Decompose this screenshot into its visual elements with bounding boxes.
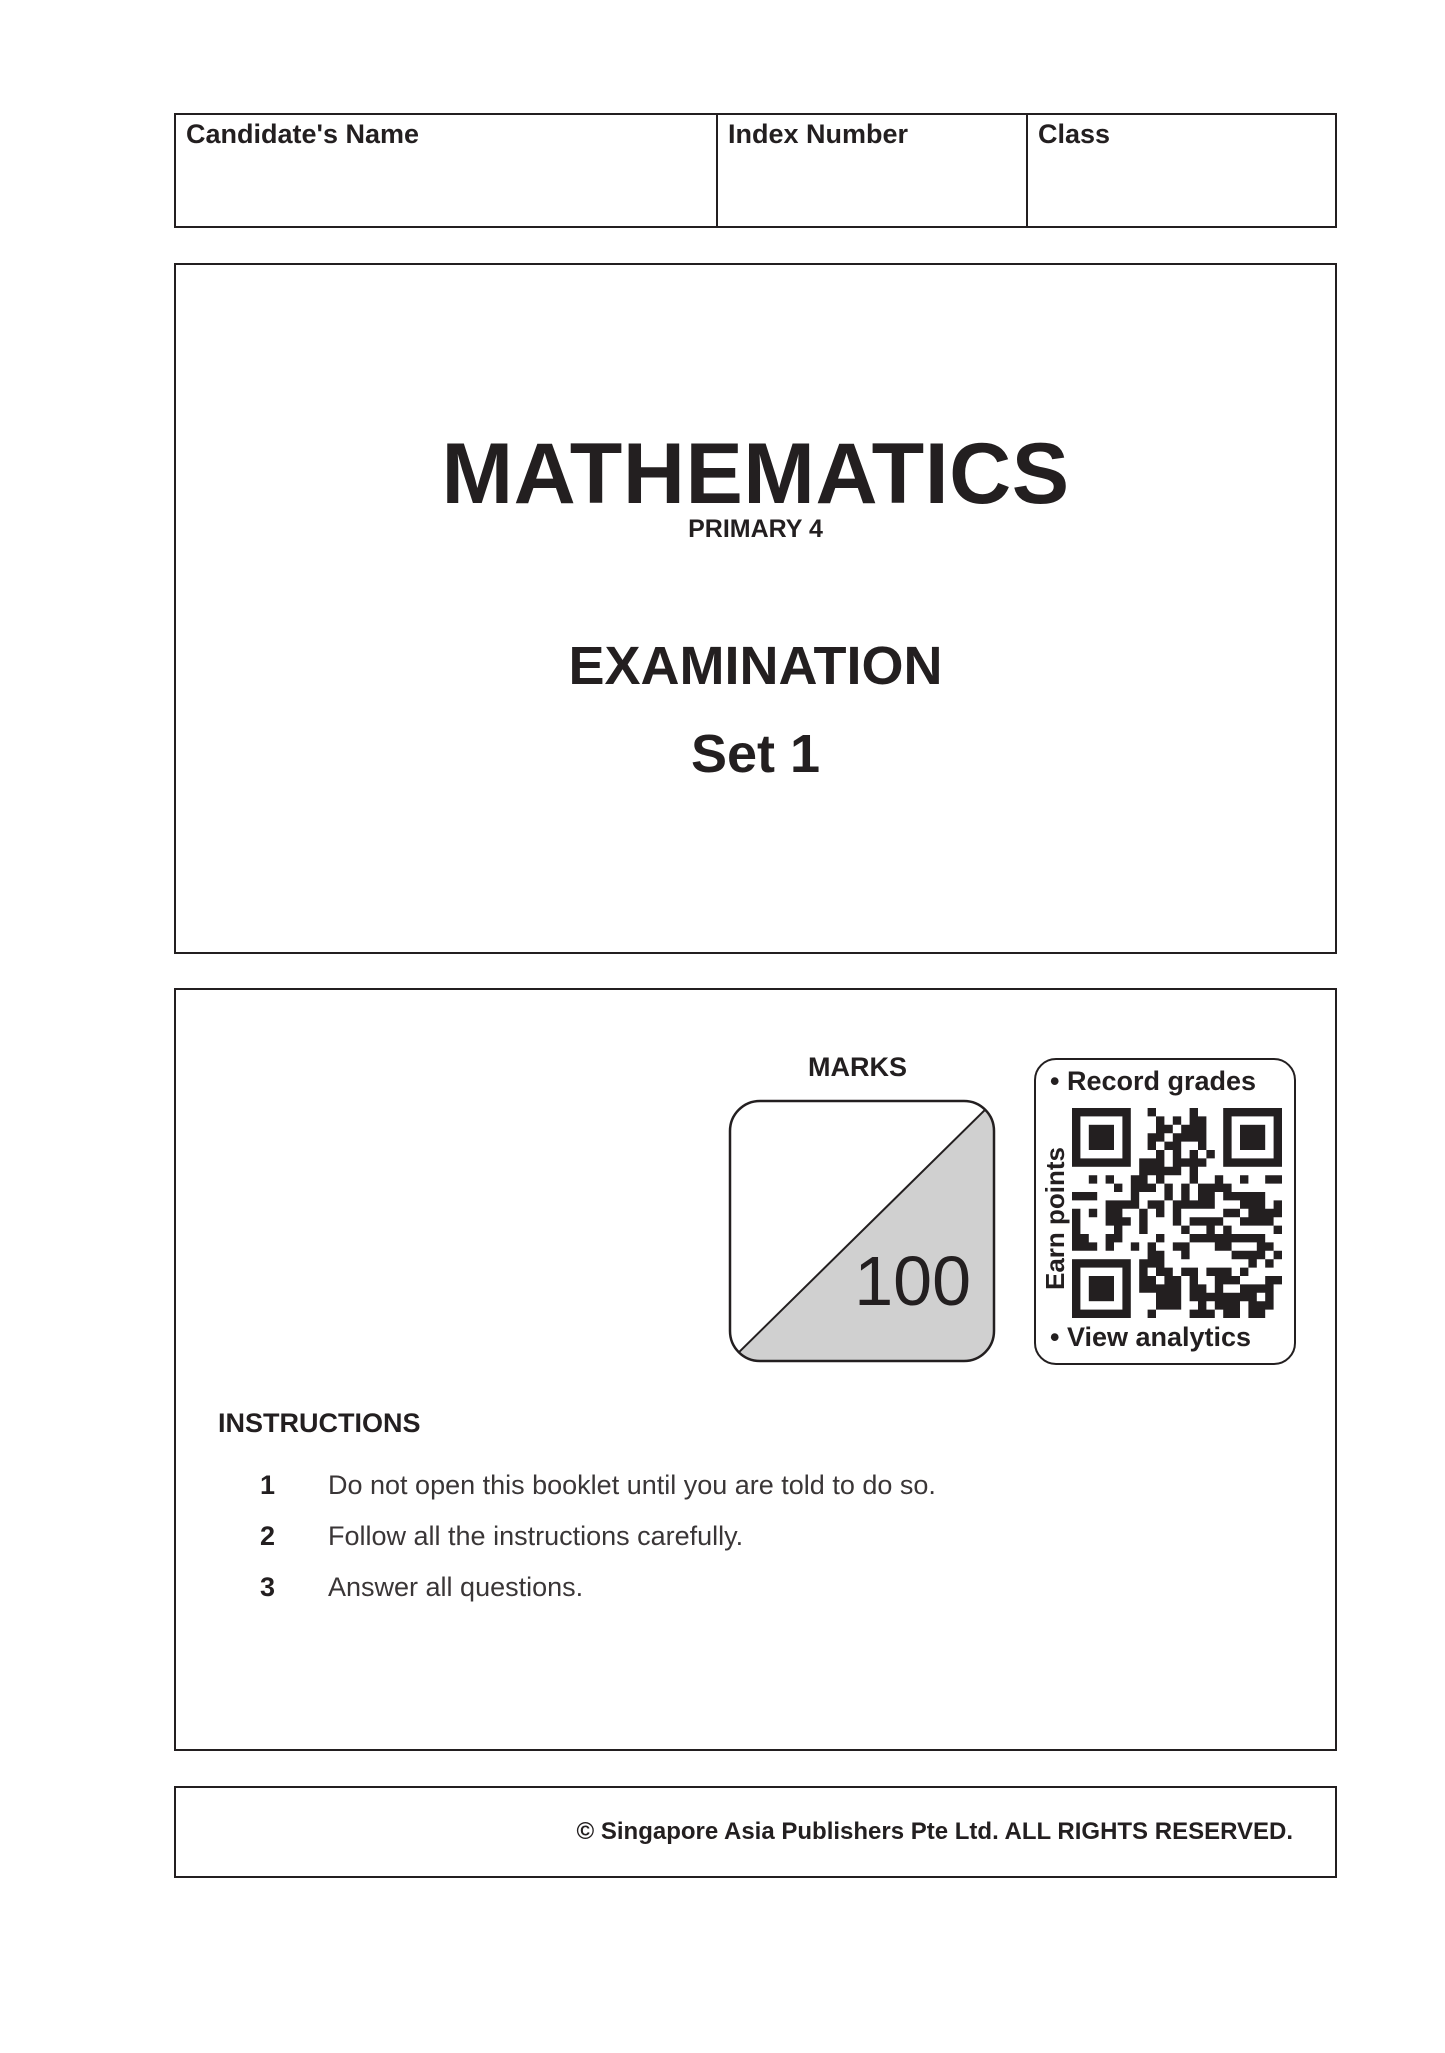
exam-title: EXAMINATION [568,636,943,696]
qr-side-text: Earn points [1040,1146,1070,1290]
list-item [260,1460,936,1511]
list-item [260,1511,936,1562]
index-number-field[interactable] [718,115,1028,226]
qr-card[interactable] [1034,1058,1296,1365]
set-title: Set 1 [690,724,821,784]
level-subtitle: PRIMARY 4 [688,515,823,543]
instructions-heading: INSTRUCTIONS [218,1408,421,1438]
index-number-label: Index Number [728,119,909,149]
instruction-text: Follow all the instructions carefully. [328,1521,744,1551]
instruction-number: 1 [260,1470,276,1500]
instructions-panel [174,988,1337,1751]
marks-box [728,1099,998,1364]
class-label: Class [1038,119,1111,149]
footer-panel [174,1786,1337,1878]
qr-top-text: • Record grades [1050,1066,1257,1096]
copyright-notice: © Singapore Asia Publishers Pte Ltd. ALL RIGHTS RESERVED. [576,1818,1293,1845]
candidate-name-label: Candidate's Name [186,119,419,149]
list-item [260,1562,936,1613]
qr-code-icon[interactable] [1072,1108,1288,1320]
instruction-text: Do not open this booklet until you are told to do so. [328,1470,936,1500]
instruction-number: 2 [260,1521,276,1551]
class-field[interactable] [1028,115,1335,226]
subject-title: MATHEMATICS [441,426,1070,522]
title-panel [174,263,1337,954]
candidate-name-field[interactable] [176,115,718,226]
instruction-text: Answer all questions. [328,1572,584,1602]
instructions-list [260,1460,936,1613]
instruction-number: 3 [260,1572,276,1602]
qr-bottom-text: • View analytics [1050,1322,1252,1352]
marks-total: 100 [854,1242,971,1320]
candidate-info-table [174,113,1337,228]
marks-label: MARKS [808,1052,907,1082]
